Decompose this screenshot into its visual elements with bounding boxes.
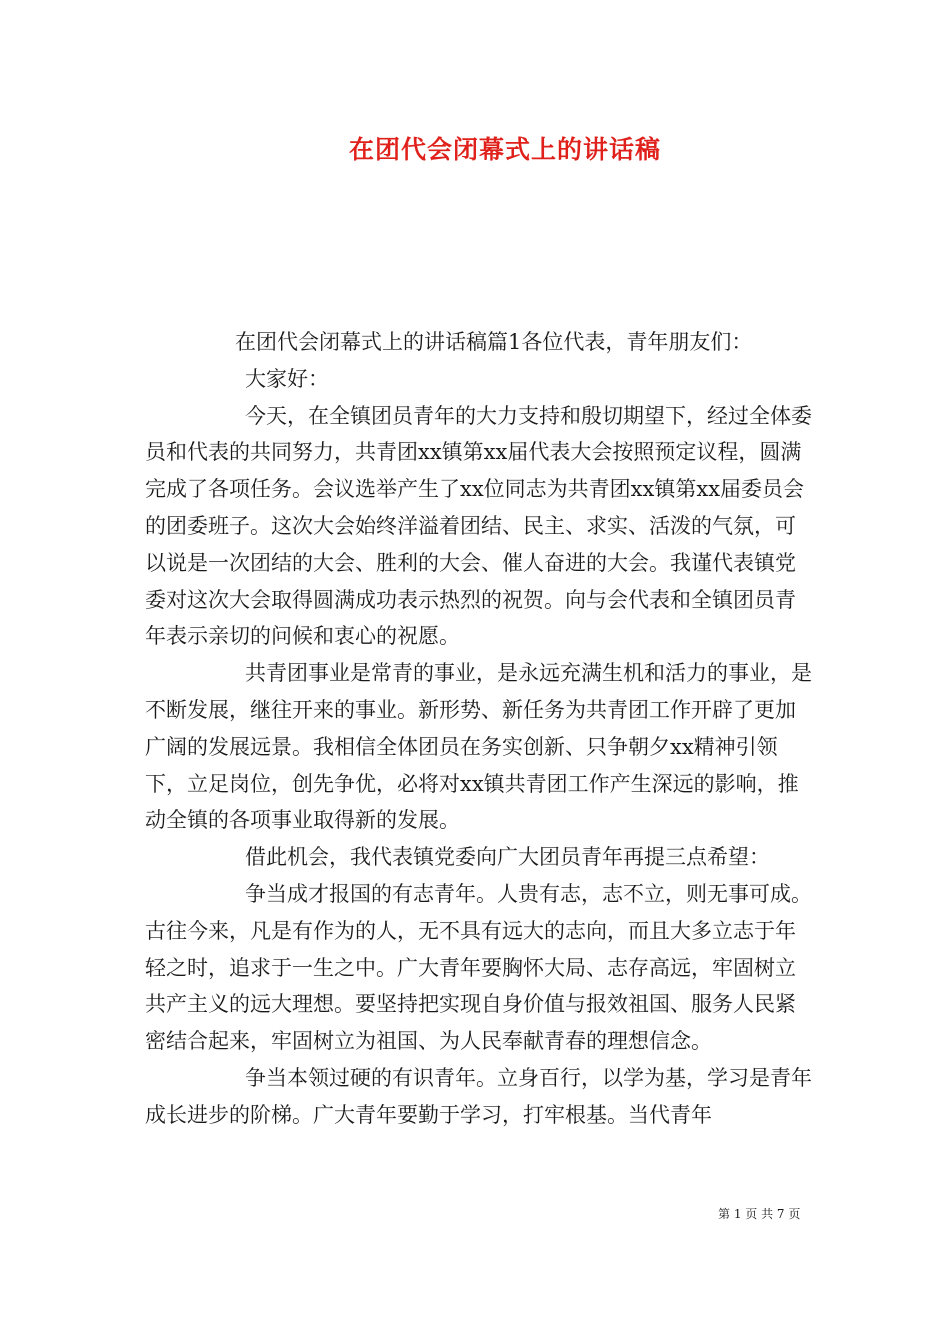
paragraph-hopes-intro: 借此机会，我代表镇党委向广大团员青年再提三点希望： [245, 845, 770, 870]
paragraph-greeting: 大家好： [245, 366, 329, 391]
document-body [145, 324, 815, 1134]
paragraph-opening: 今天，在全镇团员青年的大力支持和殷切期望下，经过全体委员和代表的共同努力，共青团xx镇第xx届代表大会按照预定议程，圆满完成了各项任务。会议选举产生了xx位同志为共青团xx镇第xx届委员会的团委班子。这次大会始终洋溢着团结、民主、求实、活泼的气氛，可以说是一次团结的大会、胜利的大会、催人奋进的大会。我谨代表镇党委对这次大会取得圆满成功表示热烈的祝贺。向与会代表和全镇团员青年表示亲切的问候和衷心的祝愿。 [145, 403, 812, 649]
paragraph-career: 共青团事业是常青的事业，是永远充满生机和活力的事业，是不断发展，继往开来的事业。新形势、新任务为共青团工作开辟了更加广阔的发展远景。我相信全体团员在务实创新、只争朝夕xx精神引领下，立足岗位，创先争优，必将对xx镇共青团工作产生深远的影响，推动全镇的各项事业取得新的发展。 [145, 661, 812, 833]
document-title: 在团代会闭幕式上的讲话稿 [348, 135, 661, 164]
paragraph-intro: 在团代会闭幕式上的讲话稿篇1各位代表，青年朋友们： [235, 330, 753, 354]
paragraph-hope-skill: 争当本领过硬的有识青年。立身百行，以学为基，学习是青年成长进步的阶梯。广大青年要勤于学习，打牢根基。当代青年 [145, 1065, 812, 1127]
paragraph-hope-ambition: 争当成才报国的有志青年。人贵有志，志不立，则无事可成。古往今来，凡是有作为的人，无不具有远大的志向，而且大多立志于年轻之时，追求于一生之中。广大青年要胸怀大局、志存高远，牢固树立共产主义的远大理想。要坚持把实现自身价值与报效祖国、服务人民紧密结合起来，牢固树立为祖国、为人民奉献青春的理想信念。 [145, 881, 812, 1054]
page-number: 第 1 页 共 7 页 [718, 1207, 801, 1221]
